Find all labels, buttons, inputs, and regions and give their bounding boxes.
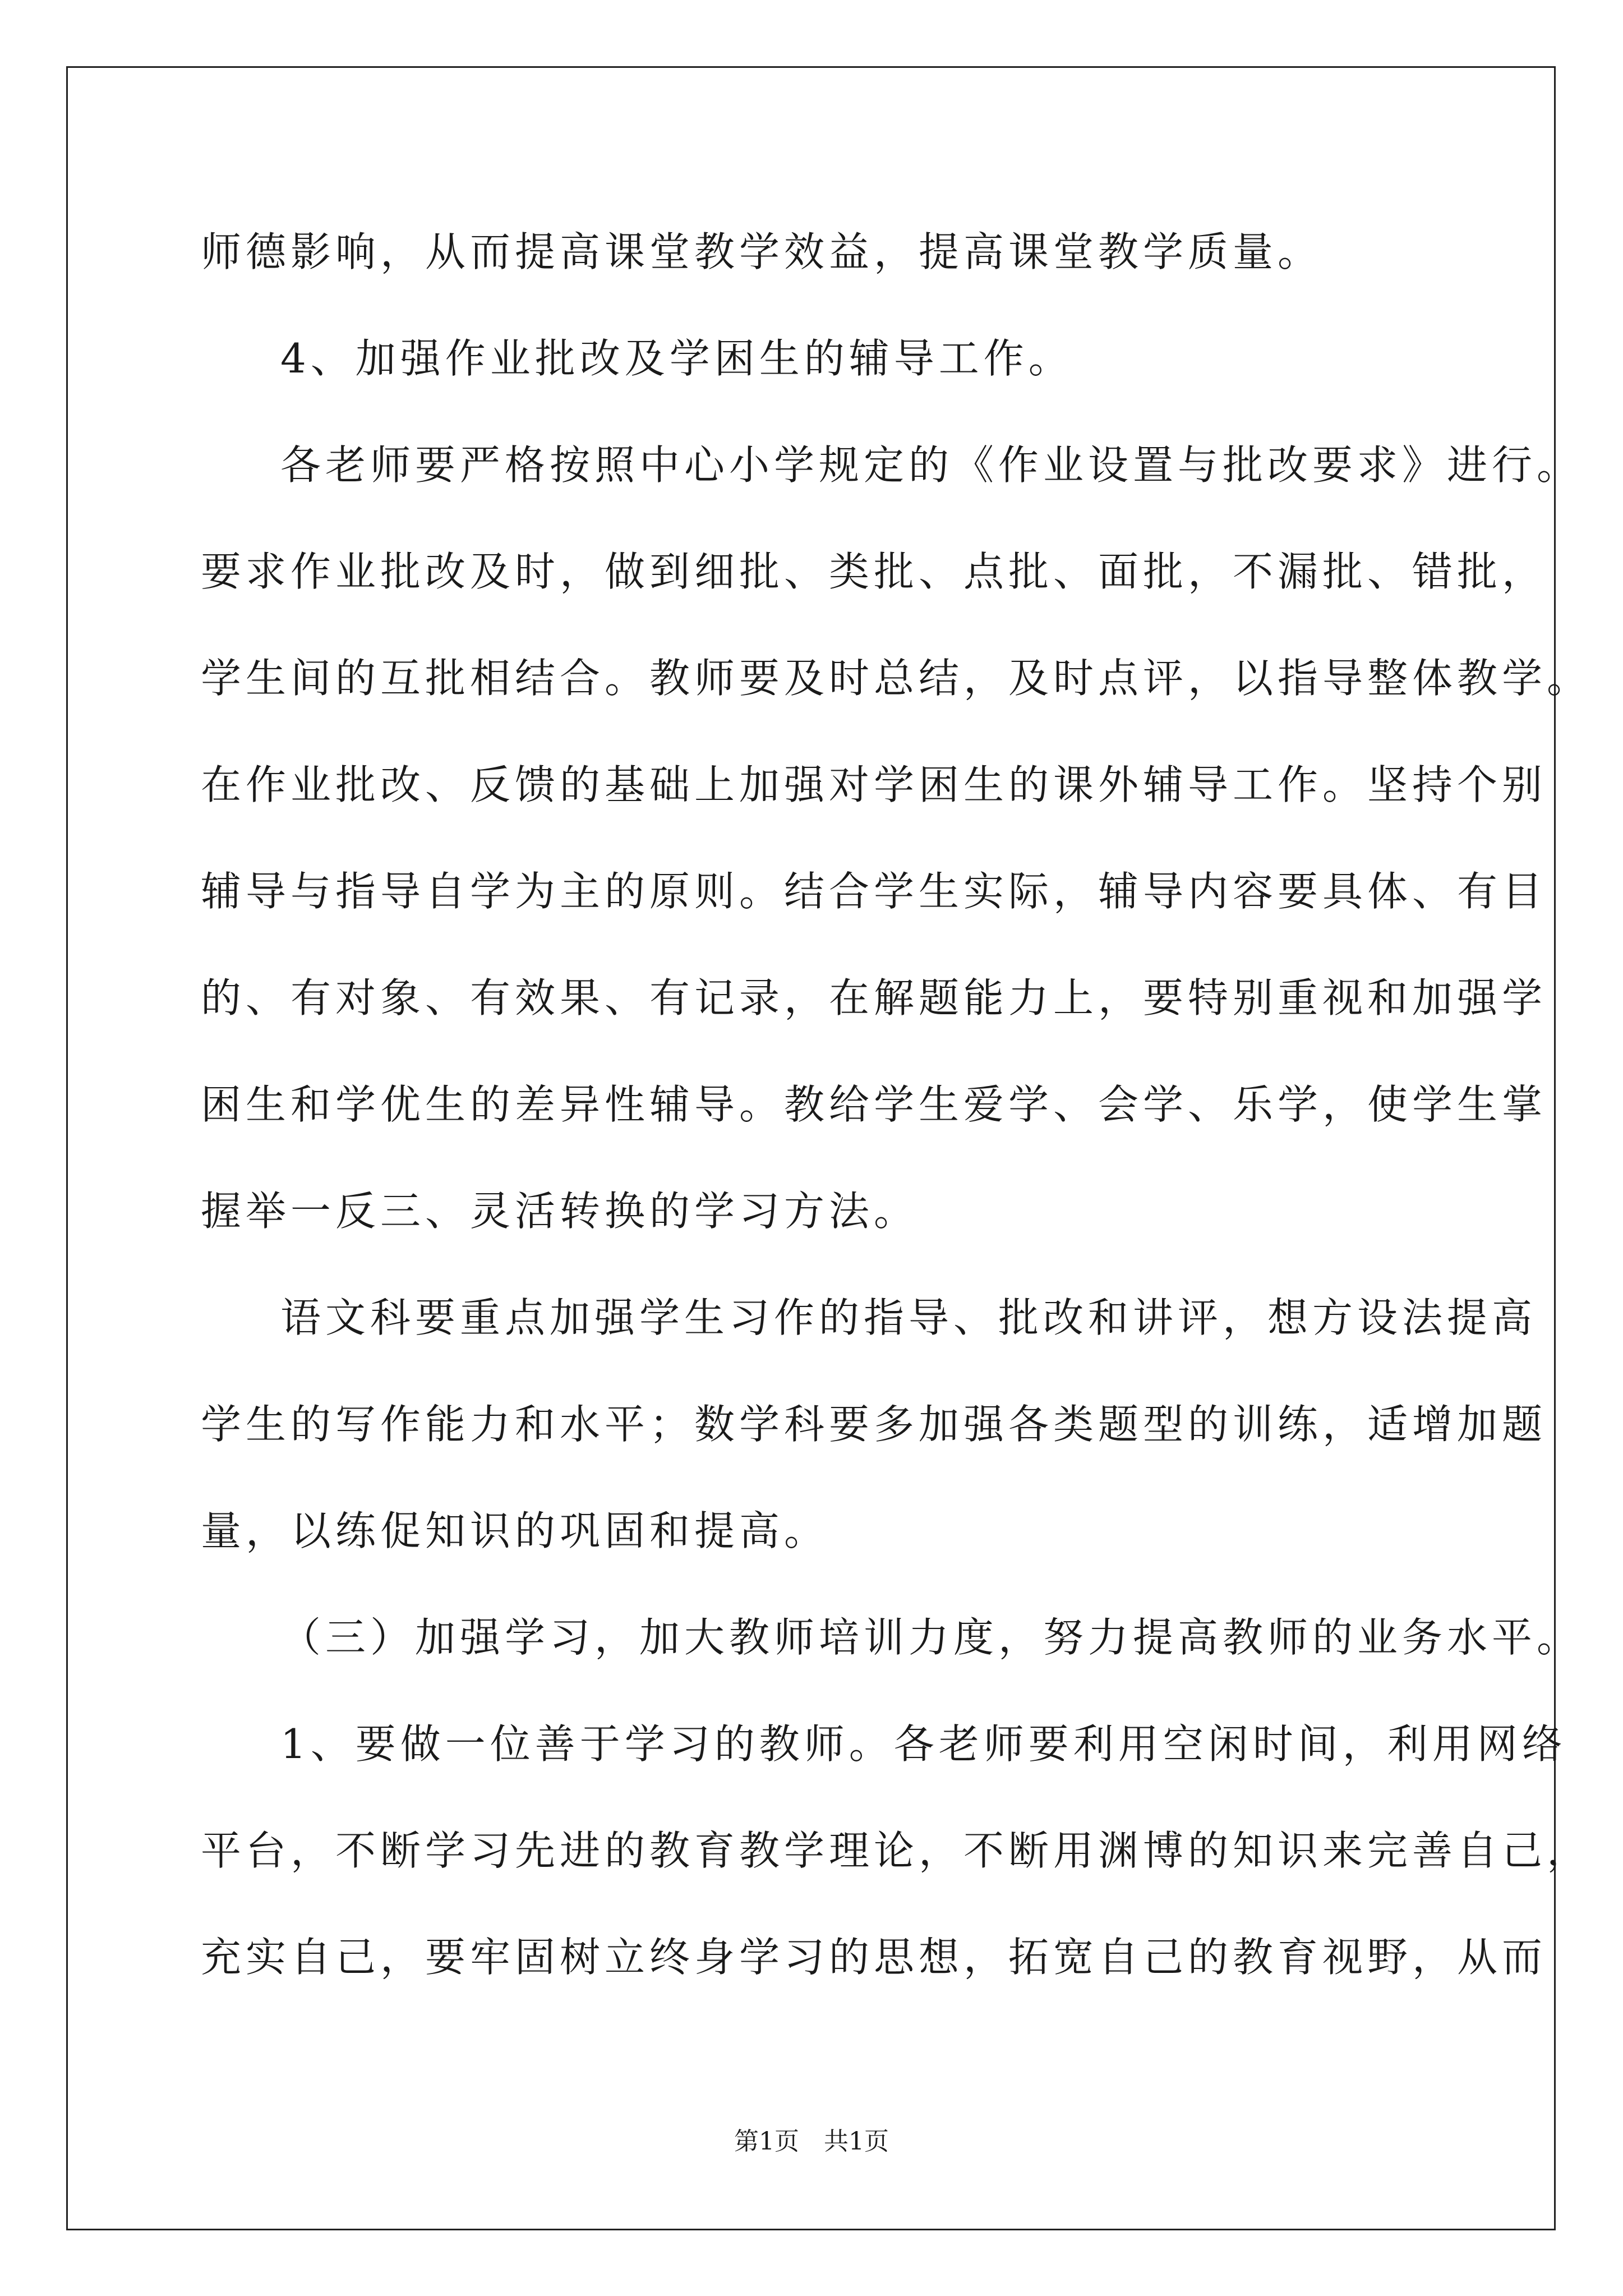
paragraph-line: 4、加强作业批改及学困生的辅导工作。 [280, 335, 1073, 382]
page-border [66, 66, 1556, 2230]
paragraph-line: 的、有对象、有效果、有记录，在解题能力上，要特别重视和加强学 [201, 974, 1547, 1022]
paragraph-line: 握举一反三、灵活转换的学习方法。 [201, 1188, 919, 1235]
paragraph-line: 在作业批改、反馈的基础上加强对学困生的课外辅导工作。坚持个别 [201, 761, 1547, 808]
paragraph-line: 辅导与指导自学为主的原则。结合学生实际，辅导内容要具体、有目 [201, 868, 1547, 915]
paragraph-line: 充实自己，要牢固树立终身学习的思想，拓宽自己的教育视野，从而 [201, 1934, 1547, 1981]
paragraph-line: （三）加强学习，加大教师培训力度，努力提高教师的业务水平。 [280, 1614, 1582, 1661]
page-number-footer: 第1页 共1页 [734, 2127, 889, 2156]
paragraph-line: 1、要做一位善于学习的教师。各老师要利用空闲时间，利用网络 [280, 1720, 1567, 1768]
paragraph-line: 量，以练促知识的巩固和提高。 [201, 1507, 829, 1554]
paragraph-line: 语文科要重点加强学生习作的指导、批改和讲评，想方设法提高 [280, 1294, 1537, 1341]
paragraph-line: 要求作业批改及时，做到细批、类批、点批、面批，不漏批、错批， [201, 548, 1547, 595]
paragraph-line: 学生的写作能力和水平；数学科要多加强各类题型的训练，适增加题 [201, 1401, 1547, 1448]
paragraph-line: 困生和学优生的差异性辅导。教给学生爱学、会学、乐学，使学生掌 [201, 1081, 1547, 1128]
paragraph-line: 学生间的互批相结合。教师要及时总结，及时点评，以指导整体教学。 [201, 655, 1592, 702]
paragraph-line: 平台，不断学习先进的教育教学理论，不断用渊博的知识来完善自己， [201, 1827, 1592, 1874]
paragraph-line: 师德影响，从而提高课堂教学效益，提高课堂教学质量。 [201, 228, 1323, 275]
paragraph-line: 各老师要严格按照中心小学规定的《作业设置与批改要求》进行。 [280, 441, 1582, 489]
